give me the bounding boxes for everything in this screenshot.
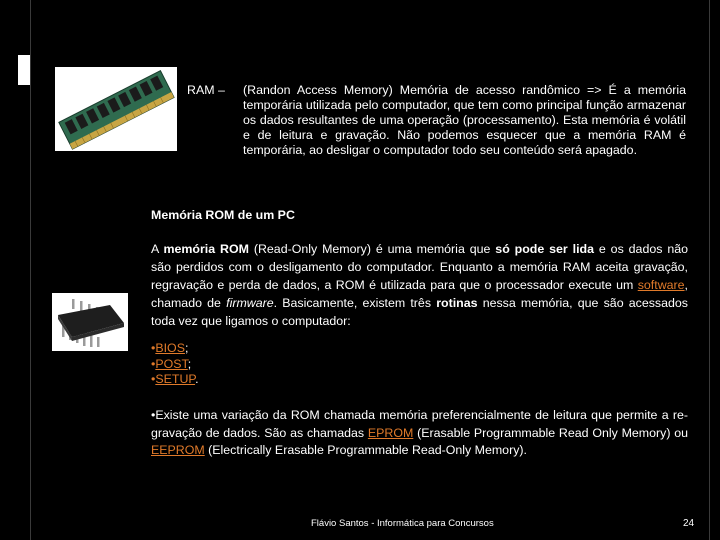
rom-italic-firmware: firmware: [226, 296, 274, 310]
rom-text-5: . Basicamente, existem três: [273, 296, 437, 310]
setup-link[interactable]: SETUP: [155, 372, 196, 386]
bios-link[interactable]: BIOS: [155, 341, 185, 355]
routines-list: [151, 341, 199, 388]
software-link[interactable]: software: [637, 278, 685, 292]
variation-paragraph: [151, 407, 688, 460]
eprom-link[interactable]: EPROM: [367, 425, 414, 440]
variation-text-3: (Electrically Erasable Programmable Read-Only Memory).: [204, 443, 527, 457]
rom-text-4: , chamado de: [151, 278, 688, 310]
rom-text-3: e os dados não são perdidos com o desligamento do computador. Enquanto a memória RAM aceita gravação, regravação e perda de dados, a ROM é utilizada para que o processador execute um: [151, 242, 688, 292]
rom-text-6: nessa memória, que são acessados toda vez que ligamos o computador:: [151, 296, 688, 328]
list-suffix: ;: [187, 356, 192, 371]
ram-description: (Randon Access Memory) Memória de acesso randômico => É a memória temporária utilizada pelo computador, que tem como principal função armazenar os dados resultantes de uma operação (processamento). Esta memória é volátil e de leitura e gravação. Não podemos esquecer que a memória RAM é temporária, ao desligar o computador todo seu conteúdo será apagado.: [243, 83, 686, 157]
rom-text-2: (Read-Only Memory) é uma memória que: [248, 242, 496, 256]
list-item: [151, 341, 199, 357]
post-link[interactable]: POST: [155, 356, 188, 371]
footer-text: Flávio Santos - Informática para Concursos: [311, 518, 494, 529]
page-number: 24: [683, 518, 695, 529]
rom-bold-rotinas: rotinas: [436, 296, 478, 310]
ram-module-image: [55, 67, 177, 151]
eeprom-link[interactable]: EEPROM: [151, 443, 205, 457]
rom-bold-memoria-rom: memória ROM: [163, 242, 249, 256]
variation-text-1: •Existe uma variação da ROM chamada memória preferencialmente de leitura que permite a re-gravação de dados. São as chamadas: [151, 408, 688, 440]
bullet-icon: •: [151, 341, 156, 355]
rom-heading: Memória ROM de um PC: [151, 208, 295, 222]
ram-definition: [187, 83, 686, 158]
ram-term: RAM –: [187, 83, 225, 97]
list-item: [151, 372, 199, 388]
bullet-icon: •: [151, 372, 156, 386]
list-suffix: .: [195, 372, 199, 386]
bullet-icon: •: [151, 356, 156, 371]
rom-paragraph: [151, 240, 688, 330]
list-item: [151, 357, 199, 373]
rom-text-1: A: [151, 242, 164, 256]
rom-bold-so-pode-ser-lida: só pode ser lida: [495, 242, 594, 256]
list-suffix: ;: [184, 341, 189, 355]
accent-bar: [18, 55, 30, 85]
variation-text-2: (Erasable Programmable Read Only Memory) ou: [413, 425, 688, 440]
rom-chip-image: [52, 293, 128, 351]
